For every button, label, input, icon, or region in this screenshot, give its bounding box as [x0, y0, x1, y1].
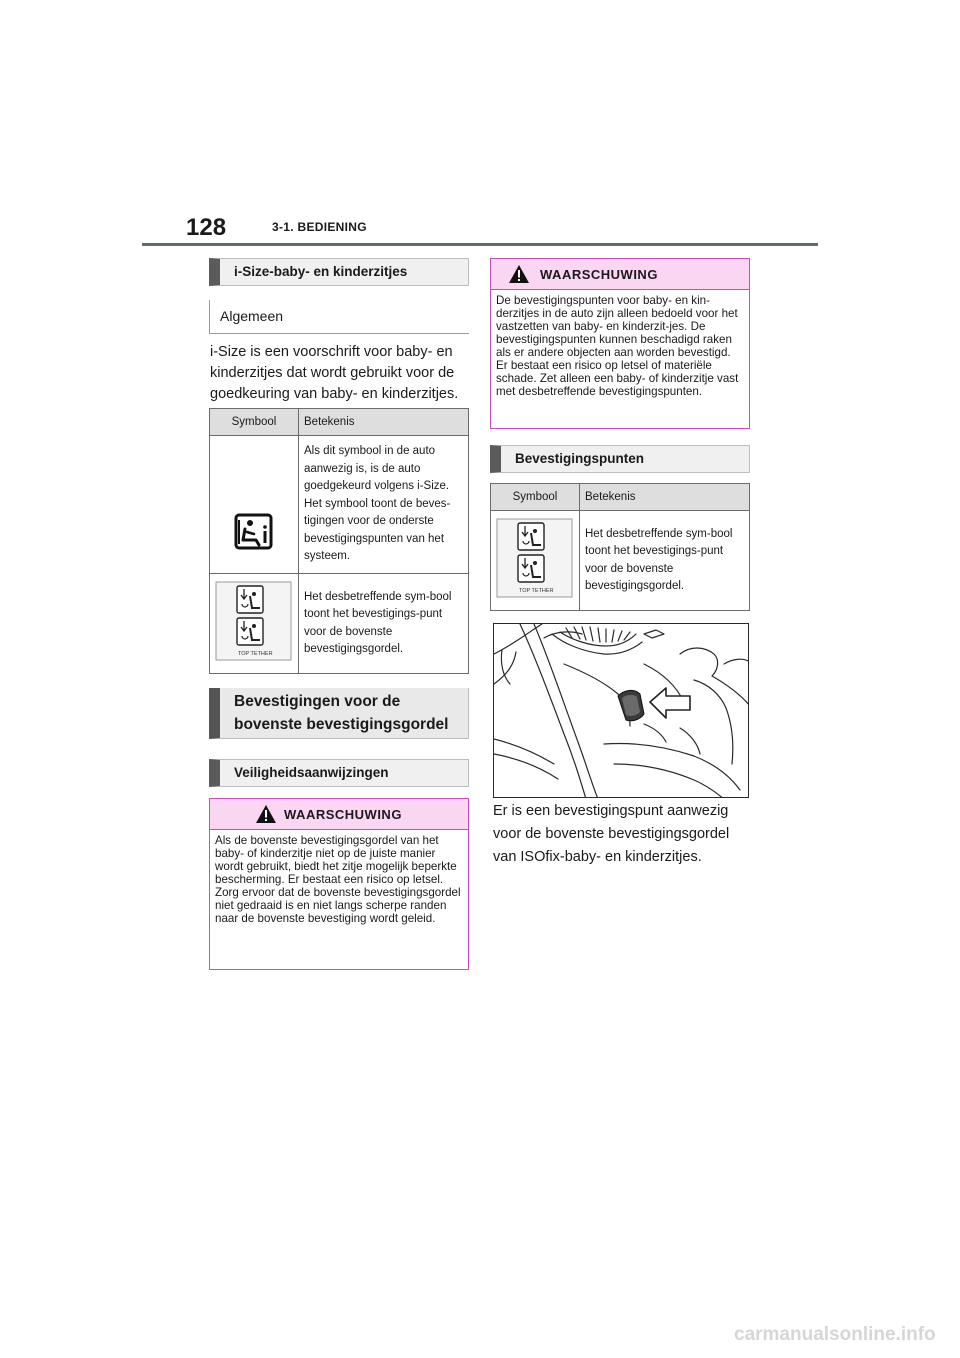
top-tether-caption: TOP TETHER [238, 651, 273, 657]
warning-text: Als de bovenste bevestigingsgordel van het baby- of kinderzitje niet op de juiste manier wordt gebruikt, biedt het zitje mogelijk beperkte bescherming. Er bestaat een risico op letsel. Zorg ervoor dat de bovenste bevestigingsgordel niet gedraaid is en niet langs scherpe randen naar de bovenste bevestiging wordt geleid. [215, 834, 461, 925]
table-header-row [210, 409, 469, 436]
svg-text:carmanualsonline.info: carmanualsonline.info [734, 1324, 936, 1345]
warning-title: WAARSCHUWING [540, 267, 658, 282]
anchor-heading-text: Bevestigingspunten [515, 451, 645, 466]
header-divider [142, 243, 818, 246]
safety-heading-text: Veiligheidsaanwijzingen [234, 765, 389, 780]
isize-heading [209, 258, 469, 286]
anchor-point-illustration [493, 623, 749, 798]
anchor-caption-paragraph: Er is een bevestigingspunt aanwezig voor de bovenste bevestigingsgordel van ISOfix-baby- en kinderzitjes. [493, 803, 730, 865]
warning-header [491, 259, 749, 290]
table-row [210, 574, 469, 674]
table-row [491, 511, 750, 611]
warning-header [210, 799, 468, 830]
warning-title: WAARSCHUWING [284, 807, 402, 822]
anchor-heading [490, 445, 750, 473]
page-number: 128 [186, 214, 227, 241]
arrow-icon [650, 688, 690, 718]
anchor-cover [618, 690, 644, 720]
isize-icon [210, 436, 298, 570]
column-header-symbol: Symbool [210, 409, 299, 436]
anchor-symbol-table [490, 483, 750, 611]
isize-symbol-table [209, 408, 469, 674]
table-row [210, 436, 469, 574]
warning-text: De bevestigingspunten voor baby- en kin-derzitjes in de auto zijn alleen bedoeld voor het vastzetten van baby- en kinderzit-jes. De bevestigingspunten kunnen beschadigd raken als er andere objecten aan worden bevestigd. Er bestaat een risico op letsel of materiële schade. Zet alleen een baby- of kinderzitje vast met desbetreffende bevestigingspunten. [496, 294, 739, 398]
warning-triangle-icon [508, 264, 530, 284]
top-tether-symbol-meaning: Het desbetreffende sym-bool toont het bevestigings-punt voor de bovenste bevestigingsgordel. [299, 574, 469, 674]
top-tether-caption: TOP TETHER [519, 588, 554, 594]
isize-symbol-meaning: Als dit symbool in de auto aanwezig is, is de auto goedgekeurd volgens i-Size. Het symbool toont de beves-tigingen voor de onderste bevestigingspunten van het systeem. [299, 436, 469, 574]
seat-anchor-drawing [494, 624, 749, 798]
top-tether-symbol-meaning: Het desbetreffende sym-bool toont het bevestigings-punt voor de bovenste bevestigingsgordel. [580, 511, 750, 611]
top-tether-icon [210, 574, 298, 670]
top-tether-icon [491, 511, 579, 607]
site-watermark [734, 1318, 946, 1348]
isize-heading-text: i-Size-baby- en kinderzitjes [234, 264, 408, 279]
safety-heading [209, 759, 469, 787]
column-header-meaning: Betekenis [299, 409, 469, 436]
column-header-symbol: Symbool [491, 484, 580, 511]
attachments-heading [209, 688, 469, 739]
isize-intro-paragraph: i-Size is een voorschrift voor baby- en kinderzitjes dat wordt gebruikt voor de goedkeuring van baby- en kinderzitjes. [210, 344, 459, 402]
warning-box-left [209, 798, 469, 970]
warning-box-right [490, 258, 750, 429]
attachments-heading-text: Bevestigingen voor de bovenste bevestigingsgordel [234, 693, 449, 733]
column-header-meaning: Betekenis [580, 484, 750, 511]
section-title: 3-1. BEDIENING [272, 220, 367, 234]
general-subheading-text: Algemeen [220, 308, 284, 324]
warning-triangle-icon [255, 804, 277, 824]
general-subheading [209, 300, 469, 334]
table-header-row [491, 484, 750, 511]
